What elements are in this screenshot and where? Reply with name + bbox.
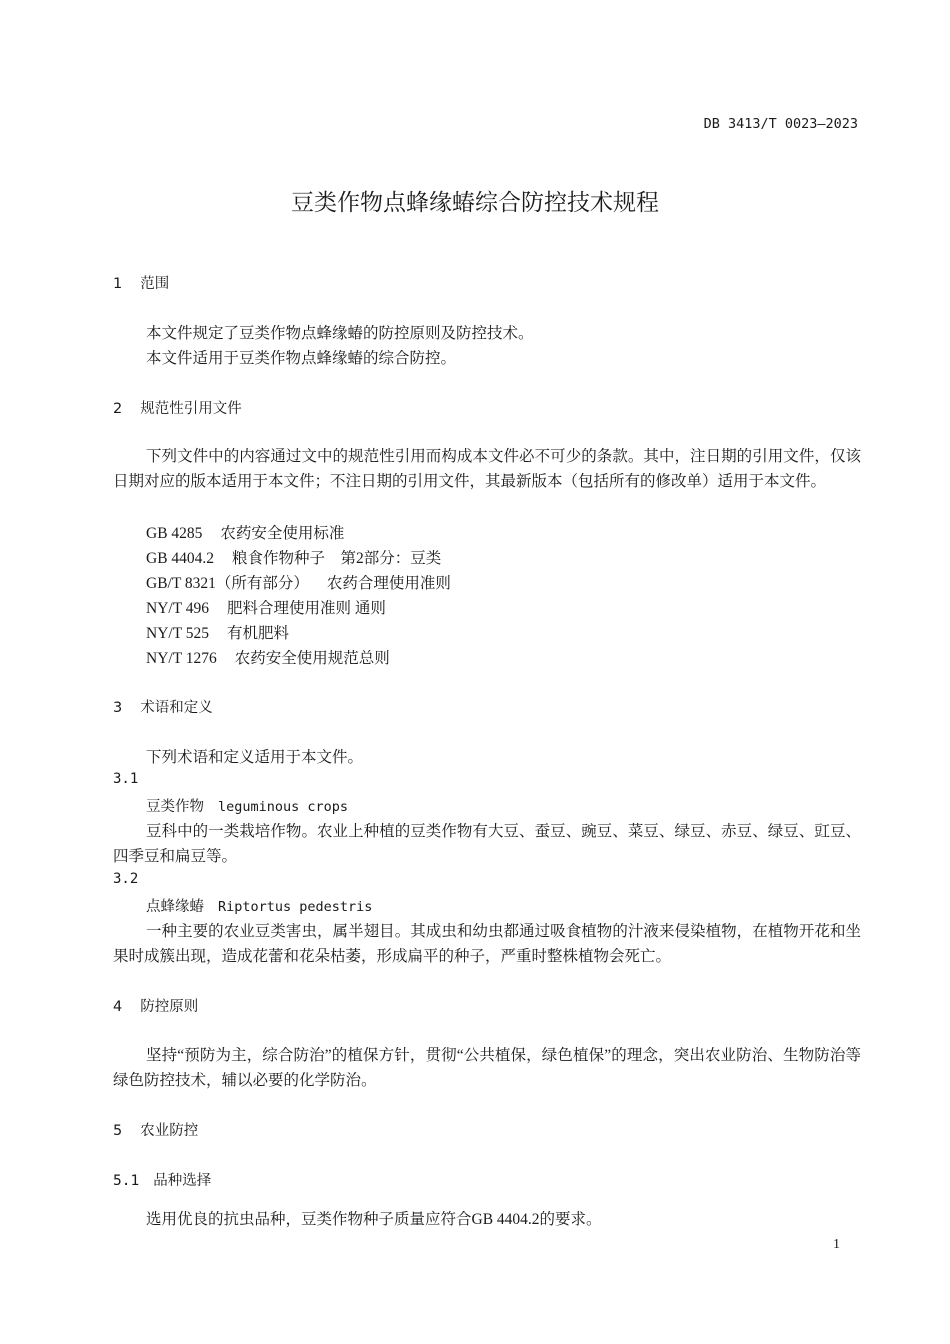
section-number: 2 xyxy=(113,401,123,417)
subsection-title: 品种选择 xyxy=(153,1173,212,1189)
section-title: 范围 xyxy=(140,276,170,292)
section-4-heading xyxy=(113,995,198,1016)
section-number: 1 xyxy=(113,276,123,292)
term-definition: 豆科中的一类栽培作物。农业上种植的豆类作物有大豆、蚕豆、豌豆、菜豆、绿豆、赤豆、绿豆、豇豆、四季豆和扁豆等。 xyxy=(113,823,861,865)
section-3-heading xyxy=(113,696,213,717)
reference-title: 肥料合理使用准则 通则 xyxy=(227,600,386,617)
reference-item xyxy=(146,521,362,543)
reference-item xyxy=(146,621,307,643)
term-english: leguminous crops xyxy=(218,799,349,815)
section-title: 农业防控 xyxy=(140,1123,199,1139)
reference-code: NY/T 496 xyxy=(146,600,210,617)
reference-title: 农药安全使用规范总则 xyxy=(234,650,390,667)
term-heading xyxy=(146,795,348,816)
reference-item xyxy=(146,571,469,593)
reference-item xyxy=(146,646,408,668)
term-definition: 一种主要的农业豆类害虫，属半翅目。其成虫和幼虫都通过吸食植物的汁液来侵染植物，在植物开花和坐果时成簇出现，造成花蕾和花朵枯萎，形成扁平的种子，严重时整株植物会死亡。 xyxy=(113,923,861,965)
reference-item xyxy=(146,596,404,618)
term-english: Riptortus pedestris xyxy=(218,899,373,915)
section-title: 规范性引用文件 xyxy=(140,401,242,417)
paragraph: 坚持“预防为主，综合防治”的植保方针，贯彻“公共植保，绿色植保”的理念，突出农业防治、生物防治等绿色防控技术，辅以必要的化学防治。 xyxy=(113,1047,861,1089)
reference-title: 农药合理使用准则 xyxy=(326,575,451,592)
document-title: 豆类作物点蜂缘蝽综合防控技术规程 xyxy=(291,190,659,216)
paragraph: 下列文件中的内容通过文中的规范性引用而构成本文件必不可少的条款。其中，注日期的引用文件，仅该日期对应的版本适用于本文件；不注日期的引用文件，其最新版本（包括所有的修改单）适用于本文件。 xyxy=(113,448,861,490)
term-number: 3.1 xyxy=(113,771,139,787)
term-chinese: 点蜂缘蝽 xyxy=(146,899,204,915)
reference-code: GB 4404.2 xyxy=(146,550,215,567)
reference-code: NY/T 1276 xyxy=(146,650,217,667)
paragraph: 本文件规定了豆类作物点蜂缘蝽的防控原则及防控技术。 xyxy=(146,325,534,342)
subsection-number: 5.1 xyxy=(113,1173,140,1189)
term-chinese: 豆类作物 xyxy=(146,799,204,815)
section-number: 5 xyxy=(113,1123,123,1139)
section-title: 术语和定义 xyxy=(140,700,213,716)
section-5-heading xyxy=(113,1119,198,1140)
reference-code: GB/T 8321（所有部分） xyxy=(146,575,309,592)
subsection-5-1-heading xyxy=(113,1169,211,1190)
page-number: 1 xyxy=(833,1237,840,1252)
section-number: 4 xyxy=(113,999,123,1015)
reference-code: GB 4285 xyxy=(146,525,203,542)
paragraph: 本文件适用于豆类作物点蜂缘蝽的综合防控。 xyxy=(146,350,457,367)
section-1-heading xyxy=(113,272,169,293)
reference-title: 粮食作物种子 第2部分：豆类 xyxy=(232,550,442,567)
reference-item xyxy=(146,546,459,568)
section-2-heading xyxy=(113,397,242,418)
term-number: 3.2 xyxy=(113,871,139,887)
reference-title: 农药安全使用标准 xyxy=(220,525,345,542)
paragraph: 选用优良的抗虫品种，豆类作物种子质量应符合GB 4404.2的要求。 xyxy=(146,1211,602,1228)
section-number: 3 xyxy=(113,700,123,716)
reference-title: 有机肥料 xyxy=(227,625,290,642)
term-heading xyxy=(146,895,372,916)
section-title: 防控原则 xyxy=(140,999,199,1015)
document-number: DB 3413/T 0023—2023 xyxy=(703,116,858,132)
reference-code: NY/T 525 xyxy=(146,625,210,642)
paragraph: 下列术语和定义适用于本文件。 xyxy=(146,749,364,766)
